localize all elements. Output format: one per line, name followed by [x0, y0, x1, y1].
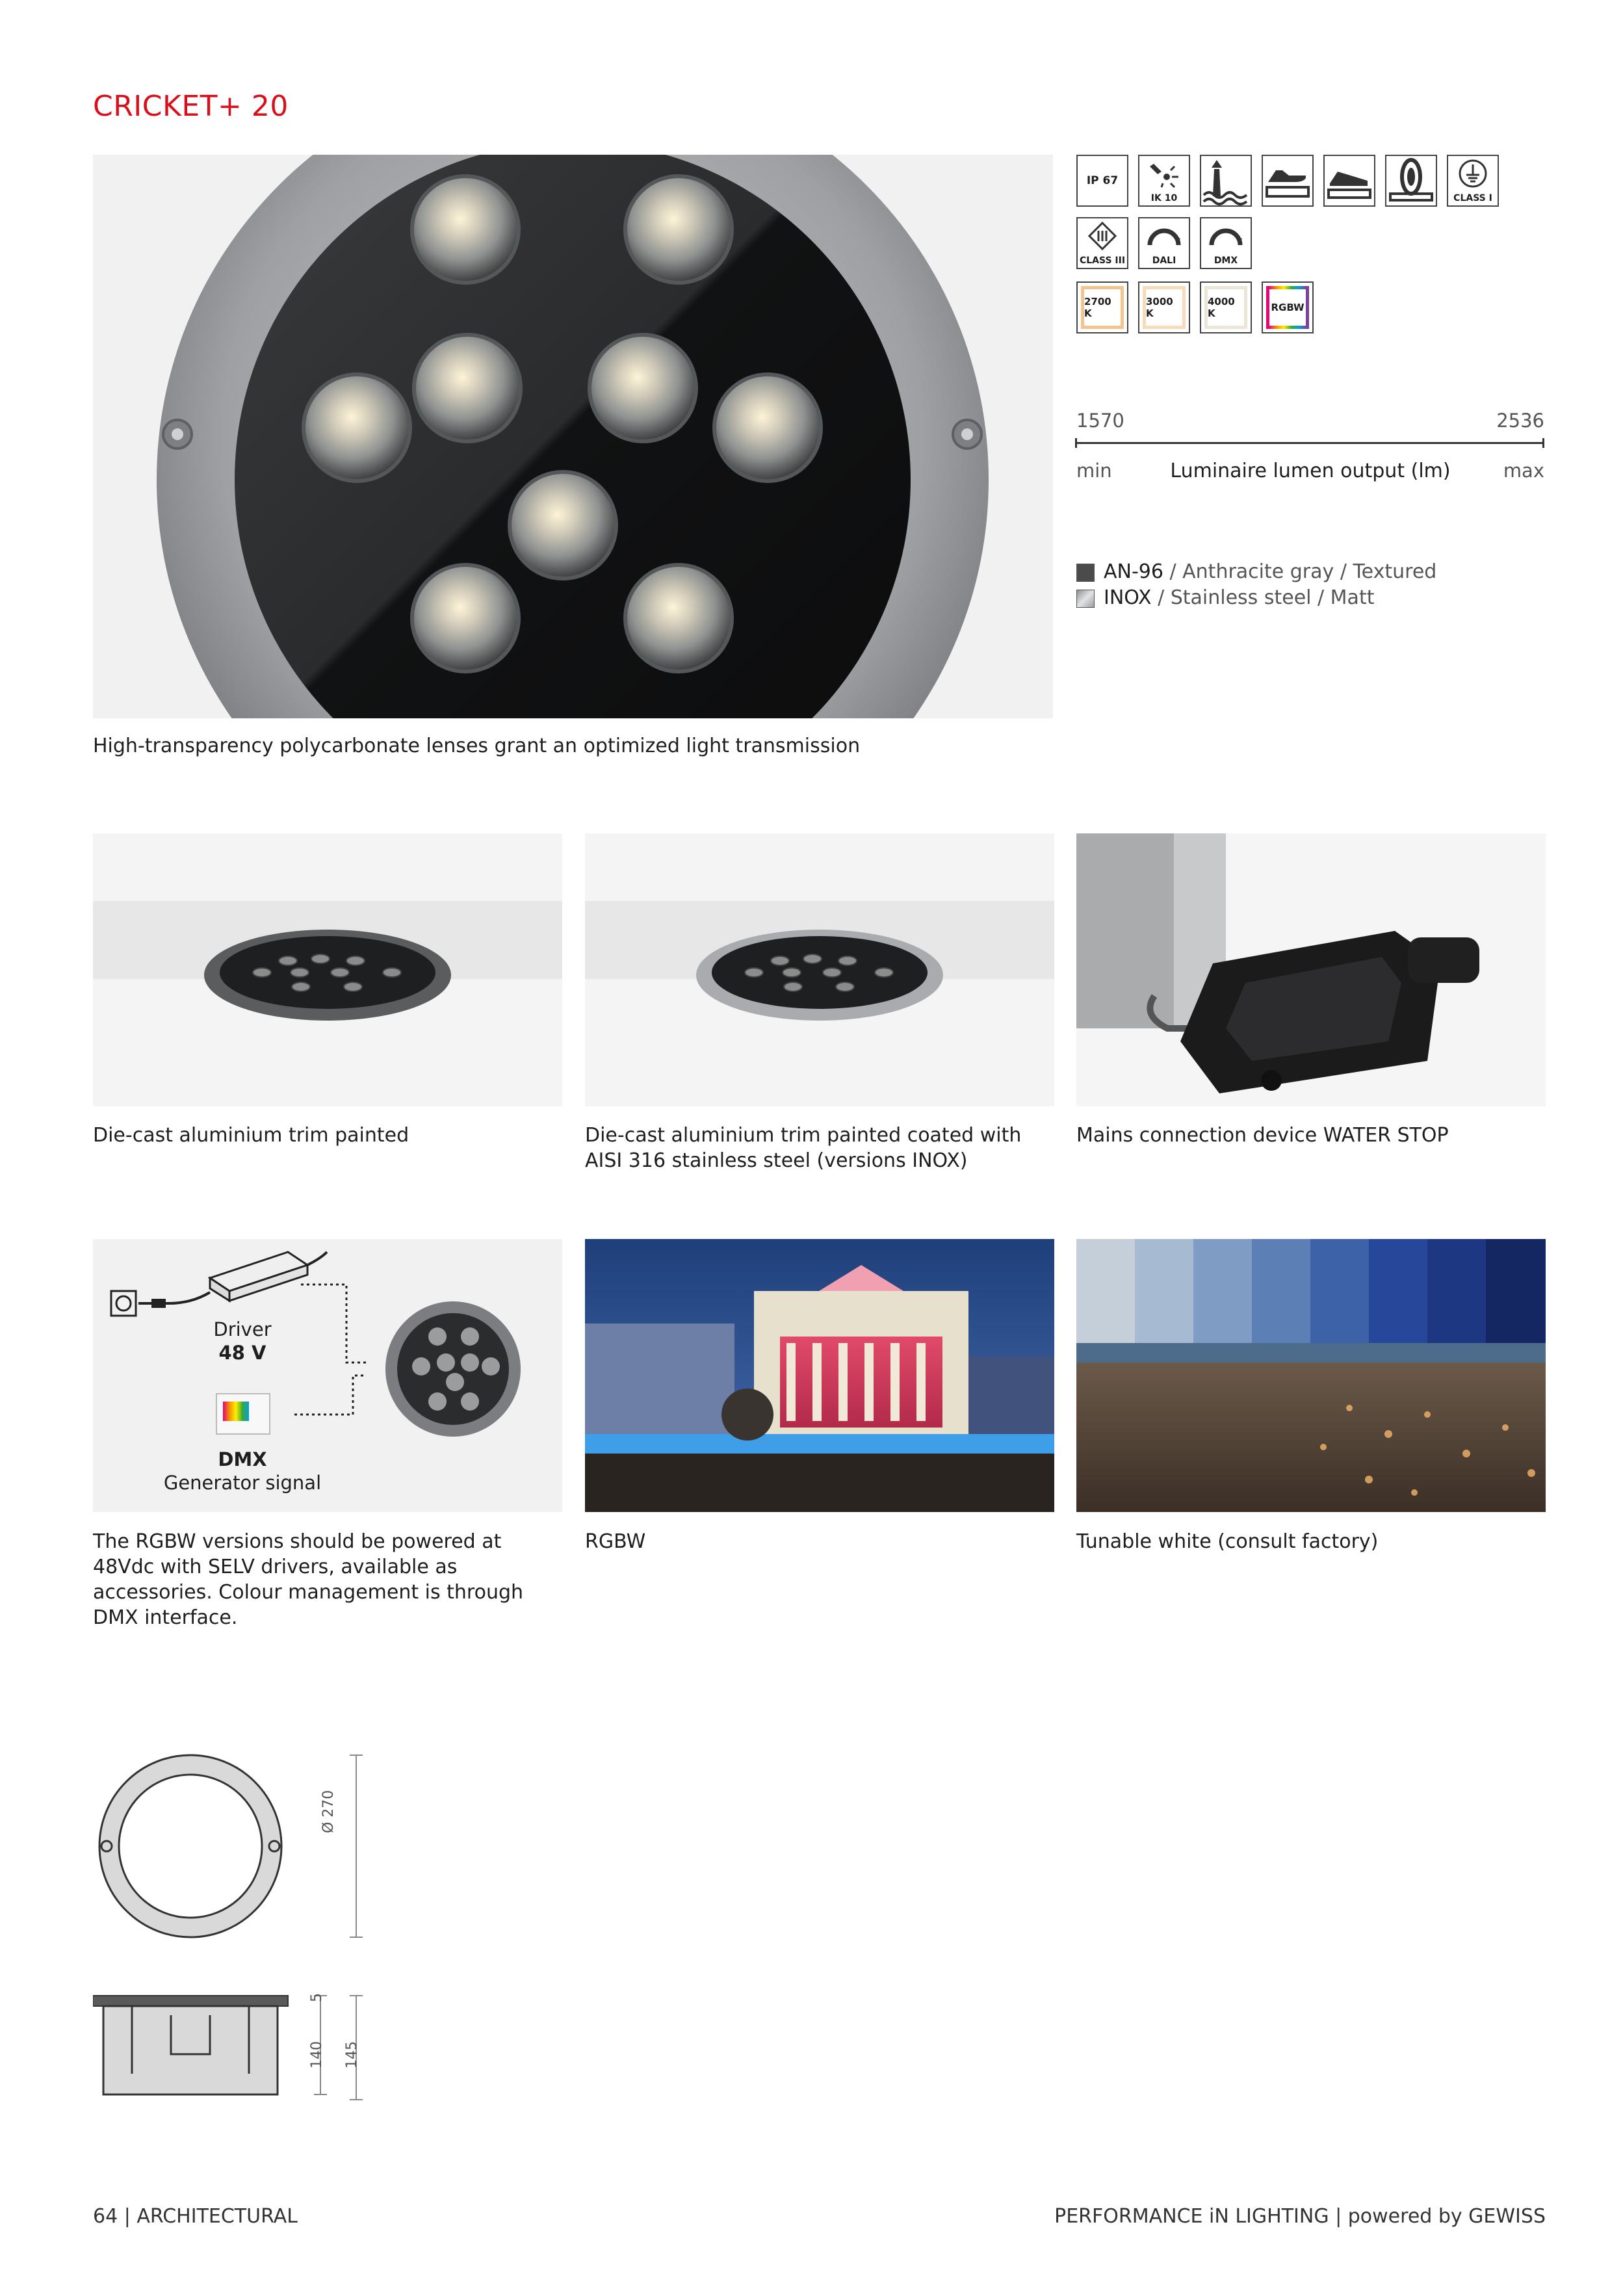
- luminaire-top-view: [93, 155, 1053, 718]
- hand-load-icon: [1262, 155, 1314, 207]
- page-title: CRICKET+ 20: [93, 90, 289, 123]
- finish-swatch-inox: [1076, 590, 1095, 608]
- ip-rating-icon: IP 67: [1076, 155, 1128, 207]
- svg-text:+: +: [1236, 234, 1243, 243]
- driver-label: Driver: [213, 1318, 272, 1340]
- svg-text:-: -: [1149, 234, 1152, 243]
- lumen-min-label: min: [1076, 460, 1112, 482]
- socket-icon: [111, 1291, 136, 1316]
- hero-caption: High-transparency polycarbonate lenses grant an optimized light transmission: [93, 735, 861, 757]
- dmx-sub-label: Generator signal: [163, 1472, 322, 1494]
- tunable-white-city-image: [1076, 1239, 1546, 1512]
- lumen-min-value: 1570: [1076, 410, 1124, 432]
- finish-inox: INOX / Stainless steel / Matt: [1076, 586, 1374, 609]
- lumen-label: Luminaire lumen output (lm): [1170, 460, 1451, 482]
- trim-inox-image: [585, 833, 1054, 1106]
- driver-voltage: 48 V: [218, 1342, 266, 1364]
- trim-painted-image: [93, 833, 562, 1106]
- dmx-icon: - + DMX: [1200, 217, 1252, 269]
- finish-swatch-an96: [1076, 564, 1095, 582]
- side-view-body: [103, 2006, 278, 2094]
- cct-3000-badge: 3000 K: [1138, 281, 1190, 333]
- dimension-5: 5: [309, 1993, 325, 2002]
- caption-trim-inox: Die-cast aluminium trim painted coated with AISI 316 stainless steel (versions INOX): [585, 1124, 1022, 1172]
- footer-left: 64 | ARCHITECTURAL: [93, 2205, 298, 2228]
- svg-text:-: -: [1210, 234, 1214, 243]
- wiring-diagram: [93, 1239, 562, 1512]
- dali-icon: - + DALI: [1138, 217, 1190, 269]
- lumen-scale-line: [1076, 442, 1544, 444]
- water-stop-image: [1076, 833, 1546, 1106]
- technical-drawing: [93, 1742, 379, 2106]
- lumen-max-label: max: [1503, 460, 1544, 482]
- caption-trim-painted: Die-cast aluminium trim painted: [93, 1124, 409, 1147]
- spec-icons: [1076, 155, 1544, 350]
- drive-over-icon: [1385, 155, 1437, 207]
- dimension-diameter: Ø 270: [320, 1790, 337, 1833]
- caption-rgbw: RGBW: [585, 1530, 646, 1553]
- cct-4000-badge: 4000 K: [1200, 281, 1252, 333]
- cct-2700-badge: 2700 K: [1076, 281, 1128, 333]
- class-1-icon: CLASS I: [1447, 155, 1499, 207]
- impact-rating-icon: IK 10: [1138, 155, 1190, 207]
- lumen-scale-tick-max: [1542, 438, 1544, 448]
- rgbw-building-image: [585, 1239, 1054, 1512]
- foot-load-icon: [1323, 155, 1375, 207]
- caption-tunable-white: Tunable white (consult factory): [1076, 1530, 1379, 1553]
- seaside-icon: [1200, 155, 1252, 207]
- dmx-label: DMX: [218, 1448, 267, 1470]
- svg-text:+: +: [1175, 234, 1182, 243]
- finish-an96: AN-96 / Anthracite gray / Textured: [1076, 560, 1436, 583]
- lumen-max-value: 2536: [1496, 410, 1544, 432]
- lumen-scale-tick-min: [1075, 438, 1077, 448]
- hero-product-image: [93, 155, 1053, 718]
- rgbw-badge: RGBW: [1262, 281, 1314, 333]
- side-view-flange: [93, 1996, 288, 2006]
- footer-right: PERFORMANCE iN LIGHTING | powered by GEWISS: [1054, 2205, 1546, 2228]
- dimension-145: 145: [344, 2041, 360, 2068]
- caption-wiring: The RGBW versions should be powered at 48Vdc with SELV drivers, available as accessories. Colour management is through DMX interface.: [93, 1530, 524, 1629]
- dimension-140: 140: [309, 2041, 325, 2068]
- class-3-icon: CLASS III: [1076, 217, 1128, 269]
- caption-water-stop: Mains connection device WATER STOP: [1076, 1124, 1449, 1147]
